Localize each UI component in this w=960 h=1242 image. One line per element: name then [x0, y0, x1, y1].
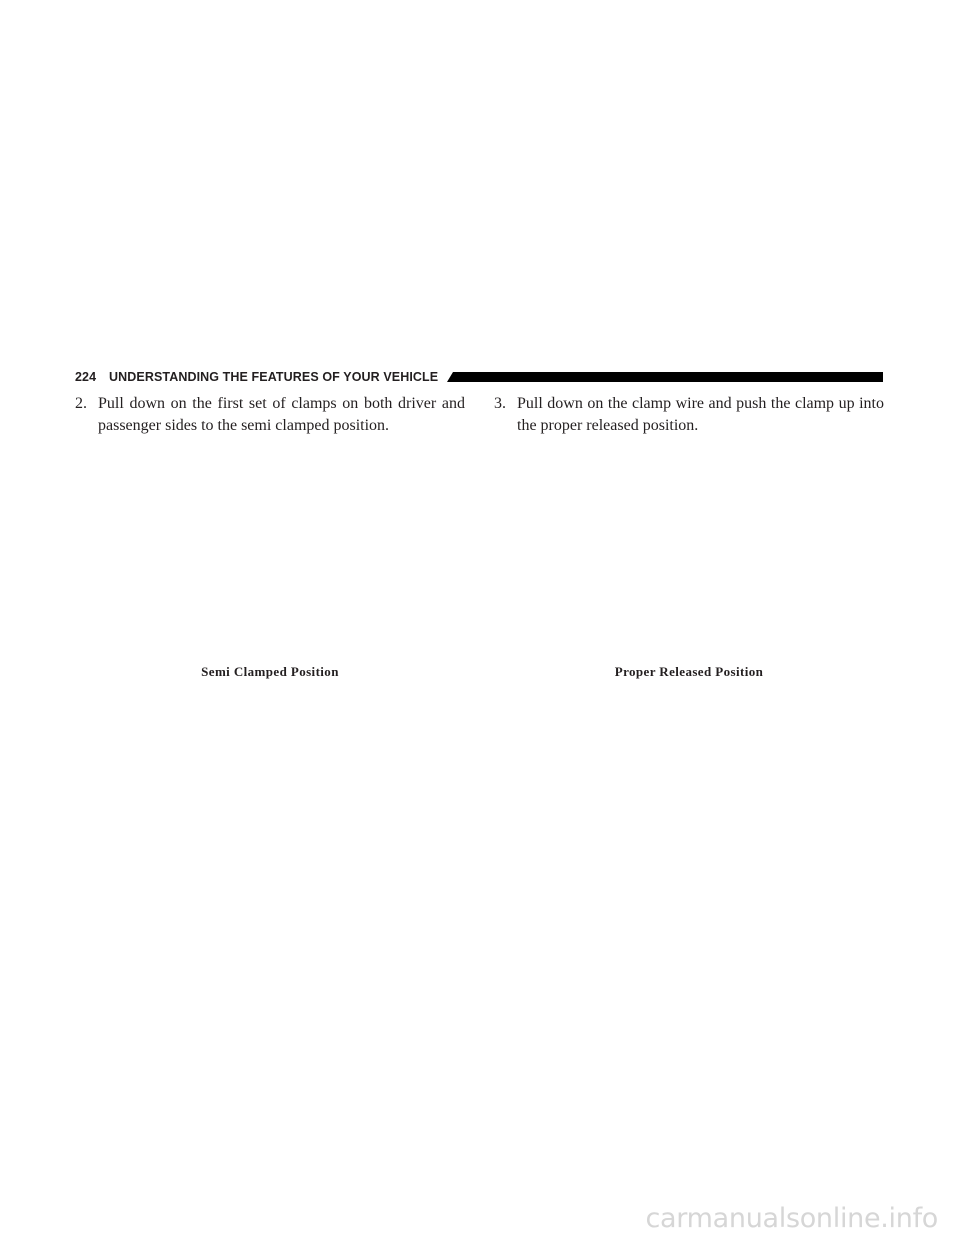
step-number: 3. — [494, 395, 506, 412]
figure-proper-released — [494, 455, 884, 655]
figure-caption-proper-released: Proper Released Position — [614, 664, 764, 679]
figure-caption-semi-clamped: Semi Clamped Position — [201, 664, 339, 679]
step-number: 2. — [75, 395, 87, 412]
left-column — [75, 393, 465, 437]
right-column — [494, 393, 884, 437]
page-number: 224 — [75, 370, 97, 384]
figure-semi-clamped — [75, 455, 465, 655]
section-title: UNDERSTANDING THE FEATURES OF YOUR VEHICLE — [109, 370, 439, 384]
step-3 — [494, 393, 884, 437]
step-text: Pull down on the first set of clamps on both driver and passenger sides to the semi clamped position. — [98, 395, 465, 434]
watermark-logo: carmanualsonline.info — [645, 1203, 938, 1234]
running-header — [75, 368, 883, 386]
header-rule — [447, 372, 883, 382]
step-text: Pull down on the clamp wire and push the clamp up into the proper released position. — [517, 395, 884, 434]
step-2 — [75, 393, 465, 437]
